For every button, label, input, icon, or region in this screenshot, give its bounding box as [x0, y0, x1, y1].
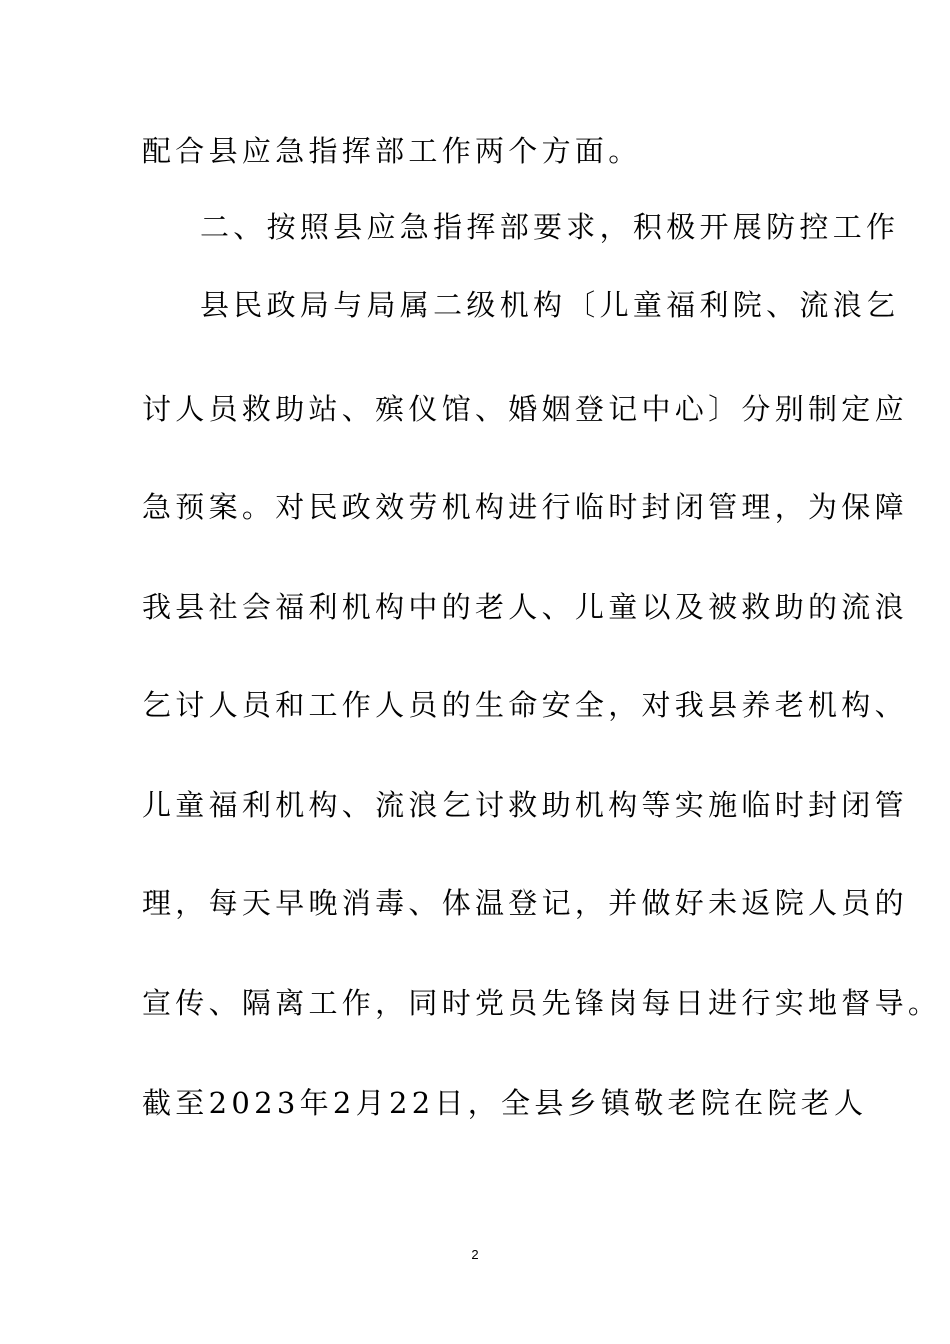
page-number: 2: [471, 1247, 479, 1262]
text-line-5: 急预案。对民政效劳机构进行临时封闭管理，为保障: [142, 490, 908, 524]
text-line-8: 儿童福利机构、流浪乞讨救助机构等实施临时封闭管: [142, 788, 908, 822]
section-heading: 二、按照县应急指挥部要求，积极开展防控工作: [200, 210, 900, 244]
text-line-9: 理，每天早晚消毒、体温登记，并做好未返院人员的: [142, 886, 908, 920]
text-line-6: 我县社会福利机构中的老人、儿童以及被救助的流浪: [142, 590, 908, 624]
text-line-10: 宣传、隔离工作，同时党员先锋岗每日进行实地督导。: [142, 986, 942, 1020]
text-line-11: 截至2023年2月22日，全县乡镇敬老院在院老人: [142, 1086, 868, 1120]
text-line-1: 配合县应急指挥部工作两个方面。: [142, 134, 642, 168]
text-line-7: 乞讨人员和工作人员的生命安全，对我县养老机构、: [142, 688, 908, 722]
text-line-3: 县民政局与局属二级机构〔儿童福利院、流浪乞: [200, 288, 900, 322]
text-line-4: 讨人员救助站、殡仪馆、婚姻登记中心〕分别制定应: [142, 392, 908, 426]
